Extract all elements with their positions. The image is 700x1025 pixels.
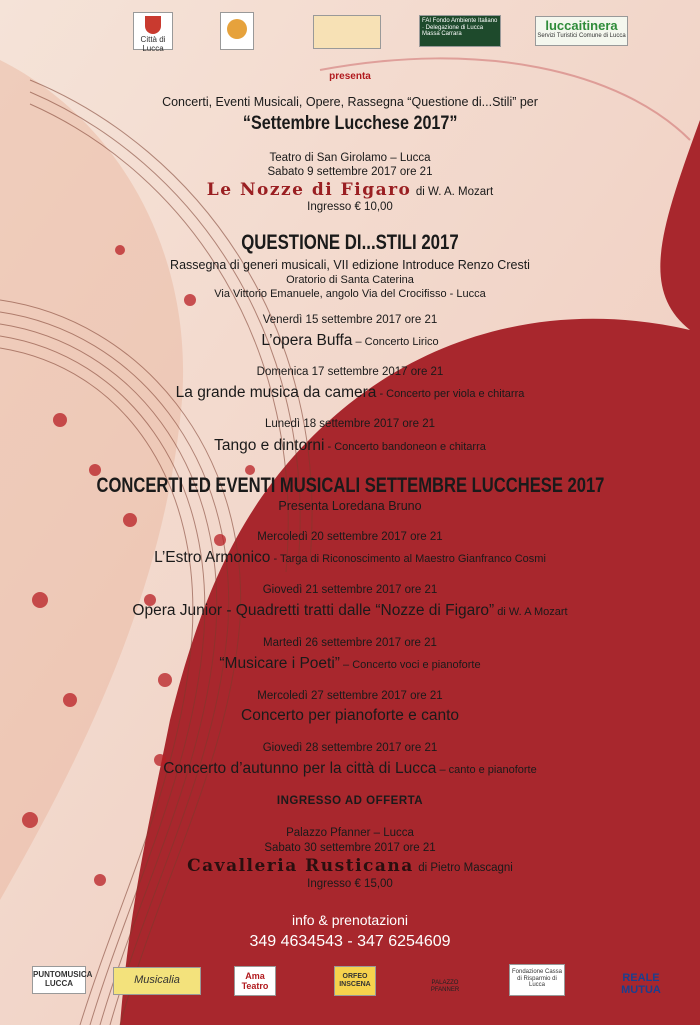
contact-phones: 349 4634543 - 347 6254609 (249, 933, 451, 950)
questione-venue2: Via Vittorio Emanuele, angolo Via del Crocifisso - Lucca (214, 288, 486, 300)
event-line (0, 602, 700, 620)
event-title: Opera Junior - Quadretti tratti dalle “Nozze di Figaro” (132, 602, 495, 619)
concerti-title (0, 474, 700, 498)
event-line (0, 760, 700, 778)
event-desc: – canto e pianoforte (436, 764, 537, 776)
event-title: L’Estro Armonico (154, 549, 271, 566)
palazzo-pfanner-logo (427, 962, 463, 998)
event-date: Venerdì 15 settembre 2017 ore 21 (262, 314, 438, 326)
ama-teatro-label: Ama Teatro (241, 971, 269, 991)
figaro-title: Le Nozze di Figaro (206, 180, 412, 200)
intro-line: Concerti, Eventi Musicali, Opere, Rassegna “Questione di...Stili” per (162, 95, 538, 109)
fai-logo (419, 15, 501, 47)
orfeo-inscena-logo (334, 966, 376, 996)
event-title: L’opera Buffa (261, 332, 353, 349)
event-desc: – Concerto Lirico (352, 336, 439, 348)
cavalleria-date: Sabato 30 settembre 2017 ore 21 (264, 842, 436, 854)
luccaitinera-title: luccaitinera (545, 18, 618, 33)
event-line (0, 437, 700, 455)
figaro-author: di W. A. Mozart (415, 186, 494, 198)
figaro-venue: Teatro di San Girolamo – Lucca (269, 152, 431, 164)
presenta: presenta (329, 71, 371, 82)
fondazione-logo (509, 964, 565, 996)
questione-venue1: Oratorio di Santa Caterina (286, 274, 414, 286)
questione-subtitle: Rassegna di generi musicali, VII edizione Introduce Renzo Cresti (170, 258, 530, 272)
event-date: Mercoledì 20 settembre 2017 ore 21 (257, 531, 443, 543)
contact-label: info & prenotazioni (292, 912, 408, 928)
luccaitinera-sub: Servizi Turistici Comune di Lucca (537, 33, 626, 40)
cavalleria-title: Cavalleria Rusticana (187, 856, 414, 876)
concerti-title-text: CONCERTI ED EVENTI MUSICALI SETTEMBRE LUCCHESE 2017 (96, 474, 604, 497)
puntomusica-label: PUNTOMUSICA LUCCA (33, 970, 93, 988)
concerti-presenter: Presenta Loredana Bruno (278, 499, 422, 513)
festival-title-text: “Settembre Lucchese 2017” (242, 113, 458, 134)
questione-title (0, 231, 700, 255)
orfeo-inscena-label: ORFEO INSCENA (339, 973, 371, 988)
event-desc: - Targa di Riconoscimento al Maestro Gianfranco Cosmi (270, 553, 546, 565)
event-date: Lunedì 18 settembre 2017 ore 21 (264, 418, 436, 430)
luccaitinera-logo (535, 16, 628, 46)
event-title: La grande musica da camera (175, 384, 377, 401)
event-title: Concerto per pianoforte e canto (241, 707, 459, 724)
cavalleria-price: Ingresso € 15,00 (307, 878, 393, 890)
musicalia-label: Musicalia (134, 974, 180, 986)
festival-title (0, 113, 700, 135)
event-desc: – Concerto voci e pianoforte (339, 659, 481, 671)
event-line (0, 384, 700, 402)
event-date: Martedì 26 settembre 2017 ore 21 (263, 637, 437, 649)
event-date: Giovedì 21 settembre 2017 ore 21 (262, 584, 438, 596)
event-desc: di W. A Mozart (494, 606, 568, 618)
figaro-date: Sabato 9 settembre 2017 ore 21 (267, 166, 433, 178)
event-date: Domenica 17 settembre 2017 ore 21 (256, 366, 444, 378)
event-desc: - Concerto bandoneon e chitarra (324, 441, 486, 453)
event-title: Tango e dintorni (214, 437, 325, 454)
musicalia-logo (113, 967, 201, 995)
ama-teatro-logo (234, 966, 276, 996)
citta-di-lucca-label: Città di Lucca (140, 35, 166, 53)
event-date: Mercoledì 27 settembre 2017 ore 21 (257, 690, 443, 702)
sun-logo (220, 12, 254, 50)
reale-mutua-label: REALE MUTUA (621, 972, 661, 997)
cavalleria-title-line (0, 856, 700, 876)
puntomusica-logo (32, 966, 93, 994)
event-line (0, 655, 700, 673)
event-line (0, 332, 700, 350)
centro-logo (313, 15, 381, 49)
cavalleria-venue: Palazzo Pfanner – Lucca (286, 827, 414, 839)
figaro-price: Ingresso € 10,00 (307, 201, 393, 213)
figaro-title-line (0, 180, 700, 200)
fai-label: FAI Fondo Ambiente Italiano · Delegazione di Lucca Massa Carrara (422, 18, 498, 38)
event-title: “Musicare i Poeti” (219, 655, 340, 672)
event-desc: - Concerto per viola e chitarra (376, 388, 525, 400)
event-title: Concerto d’autunno per la città di Lucca (163, 760, 437, 777)
reale-mutua-logo (603, 966, 679, 997)
palazzo-pfanner-label: PALAZZO PFANNER (430, 980, 460, 993)
ingresso-offerta: INGRESSO AD OFFERTA (276, 795, 424, 807)
citta-di-lucca-logo (133, 12, 173, 53)
cavalleria-author: di Pietro Mascagni (418, 862, 513, 874)
event-date: Giovedì 28 settembre 2017 ore 21 (262, 742, 438, 754)
event-line (0, 707, 700, 725)
questione-title-text: QUESTIONE DI...STILI 2017 (241, 231, 459, 254)
fondazione-label: Fondazione Cassa di Risparmio di Lucca (511, 969, 563, 989)
event-line (0, 549, 700, 567)
